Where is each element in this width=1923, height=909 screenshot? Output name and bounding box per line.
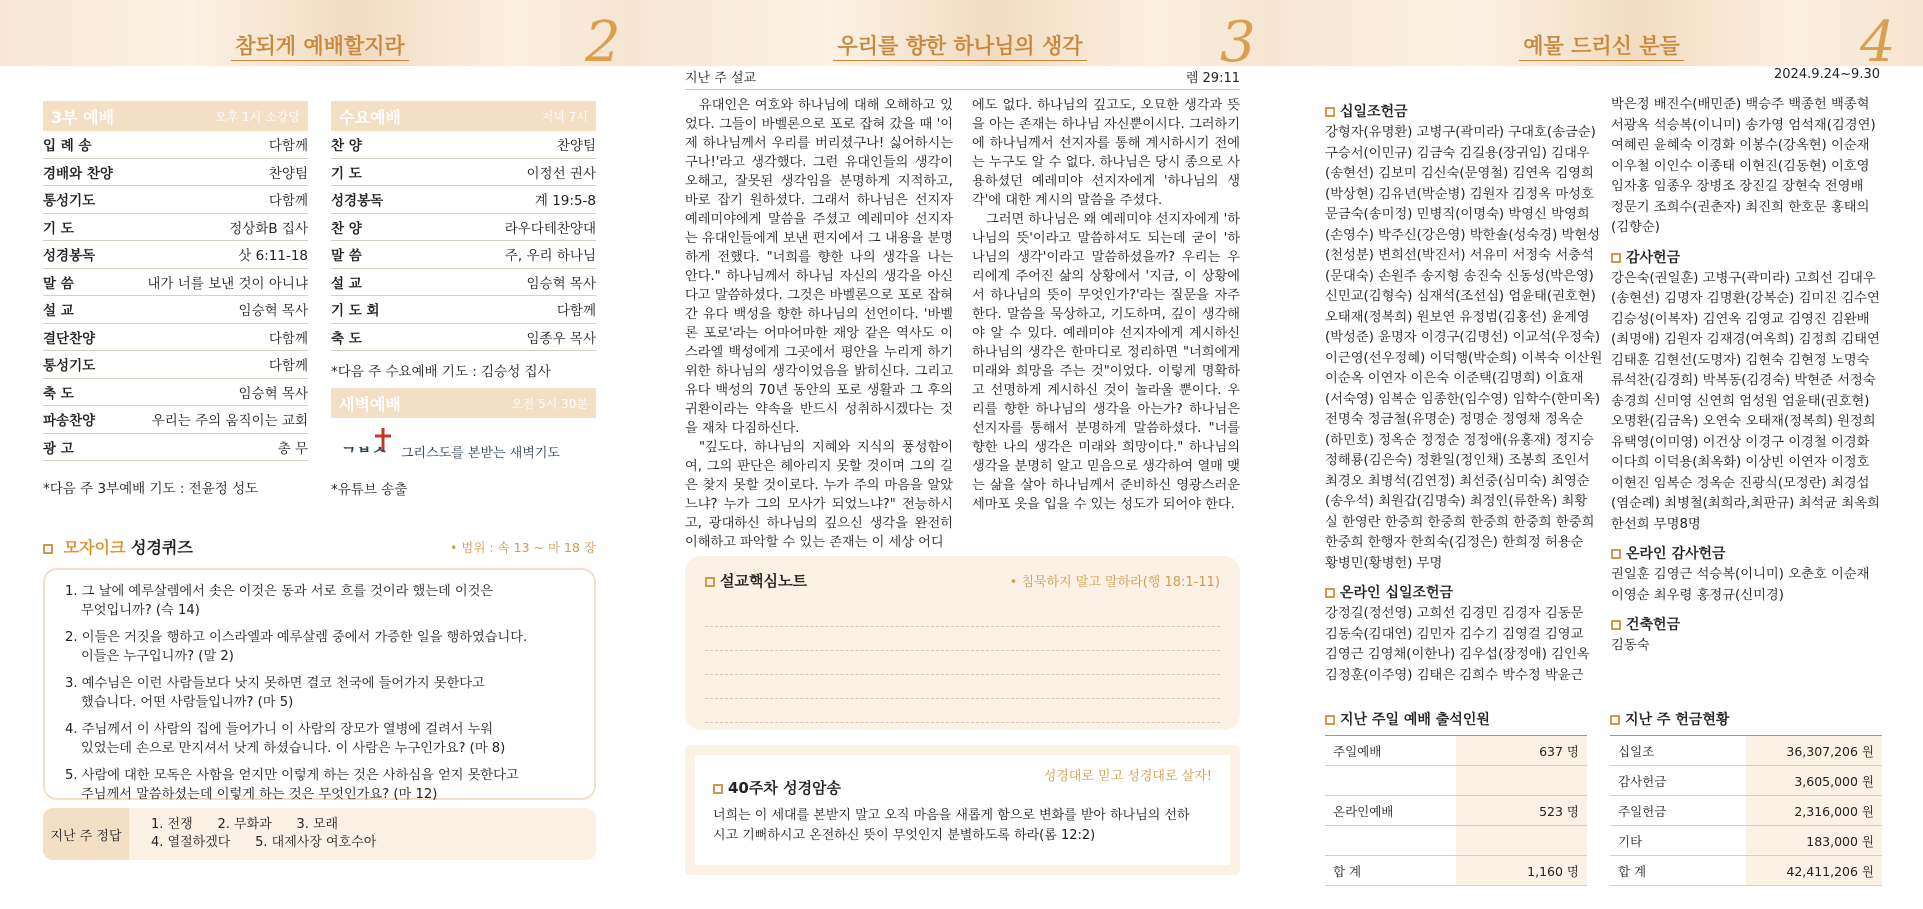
dawn-time: 오전 5시 30분	[511, 396, 588, 411]
quiz-item	[65, 582, 576, 620]
worship3-title: 3부 예배	[51, 107, 115, 127]
table-row	[1610, 796, 1882, 826]
wednesday-box	[331, 101, 596, 498]
offering-section	[1611, 95, 1883, 239]
sermon-header	[685, 67, 1240, 90]
offering-names-line: 황병민(황병헌) 무명	[1325, 555, 1443, 571]
answers-line: 1. 전쟁 2. 무화과 3. 모래	[151, 817, 339, 832]
note-title: 설교핵심노트	[720, 572, 807, 590]
order-label: 찬 양	[331, 138, 362, 155]
order-row	[43, 241, 308, 269]
worship3-note: *다음 주 3부예배 기도 : 전윤정 성도	[43, 481, 259, 497]
square-icon	[43, 544, 53, 554]
order-row	[331, 186, 596, 214]
order-row	[43, 406, 308, 434]
order-row	[331, 296, 596, 324]
offering-names-line: 강형자(유명환) 고병구(곽미라) 구대호(송금순)	[1325, 125, 1596, 140]
square-icon	[1325, 107, 1335, 117]
offering-names-line: 김동숙(김대연) 김민자 김수기 김영걸 김영교	[1325, 626, 1584, 642]
order-row	[43, 434, 308, 462]
quiz-question: 5. 사람에 대한 모독은 사함을 얻지만 이렇게 하는 것은 사하심을 얻지 못한다고	[65, 768, 519, 783]
order-value: 삿 6:11-18	[238, 248, 308, 265]
offering-names-line: 한중희 한행자 한희숙(김정은) 한희정 허용순	[1325, 535, 1584, 550]
offering-list-right	[1611, 95, 1883, 665]
page-title: 우리를 향한 하나님의 생각	[640, 30, 1280, 60]
offering-names-line: 여혜린 윤혜숙 이경화 이봉수(강옥현) 이순재	[1611, 138, 1870, 153]
table-row	[1610, 736, 1882, 766]
table-row	[1610, 826, 1882, 856]
wednesday-title: 수요예배	[339, 107, 401, 127]
quiz-section	[43, 535, 596, 860]
offering-section-title: 감사헌금	[1626, 249, 1681, 266]
sermon-paragraph: 유대인은 여호와 하나님에 대해 오해하고 있었다. 그들이 바벨론으로 포로 잡혀 갔을 때 '이제 하나님께서 우리를 버리셨구나! 싫어하시는구나!'라고 생각했다. 그런 유대인들의 생각이 오해고, 잘못된 생각임을 분명하게 지적하고, 바로 잡기 원하셨다. 그래서 하나님은 선지자 예레미야에게 말씀을 주셨고 예레미야 선지자는 유대인들에게 보낸 편지에서 그 내용을 분명하게 전했다. "너희를 향한 나의 생각을 나는 안다." 하나님께서 하나님 자신의 생각을 아신다고 말씀하셨다. 그것은 바벨론으로 포로 잡혀간 유다 백성을 향한 하나님의 선언이다. '바벨론 포로'라는 어마어마한 재앙 같은 역사도 이스라엘 백성에게 그곳에서 평안을 누리게 하기 위한 하나님의 생각이었음을 밝히신다. 그리고 유다 백성의 70년 동안의 포로 생활과 그 후의 귀환이라는 약속을 반드시 성취하시겠다는 것을 재차 다짐하신다.	[685, 98, 953, 436]
order-value: 다함께	[268, 330, 308, 347]
offering-section	[1611, 614, 1883, 657]
table-row	[1325, 796, 1587, 826]
offering-section-title: 온라인 십일조헌금	[1340, 585, 1454, 601]
offering-names-line: 이근영(선우정혜) 이덕행(박순희) 이복숙 이산원	[1325, 350, 1603, 366]
order-value: 다함께	[268, 138, 308, 155]
worship3-header	[43, 101, 308, 131]
order-label: 기 도 회	[331, 303, 380, 320]
sermon-ref: 렘 29:11	[1185, 71, 1240, 86]
order-label: 성경봉독	[43, 248, 96, 265]
wednesday-note: *다음 주 수요예배 기도 : 김승성 집사	[331, 364, 551, 380]
order-label: 기 도	[43, 220, 74, 237]
answers-line: 4. 열절하겠다 5. 대제사장 여호수아	[151, 835, 377, 850]
attendance-table	[1325, 703, 1587, 886]
order-label: 성경봉독	[331, 193, 384, 210]
square-icon	[1325, 715, 1335, 725]
offering-names-line: 서광옥 석승복(이니미) 송가영 엄석재(김경연)	[1611, 117, 1876, 133]
offering-names-line: 권일훈 김영근 석승복(이니미) 오춘호 이순재	[1611, 567, 1870, 582]
sermon-text-left	[685, 96, 953, 552]
table-row	[1610, 766, 1882, 796]
order-label: 설 교	[43, 303, 74, 320]
order-label: 입 례 송	[43, 138, 92, 155]
offering-names-line: (박상현) 김유년(박순병) 김원자 김정옥 마성호	[1325, 186, 1594, 202]
order-value: 다함께	[268, 193, 308, 210]
offering-section	[1325, 582, 1595, 686]
offering-list-left	[1325, 95, 1603, 694]
table-value: 1,160 명	[1527, 863, 1579, 879]
order-value: 계 19:5-8	[534, 193, 596, 210]
order-row	[331, 269, 596, 297]
table-value: 42,411,206 원	[1786, 863, 1874, 879]
offering-names-line: 이순옥 이연자 이은숙 이준택(김명희) 이효재	[1325, 371, 1584, 386]
sermon-note-box	[685, 556, 1240, 730]
quiz-question: 3. 예수님은 이런 사람들보다 낫지 못하면 결코 천국에 들어가지 못한다고	[65, 676, 485, 691]
order-value: 내가 너를 보낸 것이 아니냐	[147, 275, 308, 292]
square-icon	[1610, 715, 1620, 725]
page-title: 참되게 예배할지라	[0, 30, 640, 60]
order-value: 우리는 주의 움직이는 교회	[151, 413, 308, 430]
square-icon	[1611, 620, 1621, 630]
table-value: 523 명	[1539, 803, 1579, 819]
offering-names-line: 강정길(정선영) 고희선 김경민 김경자 김동문	[1325, 606, 1584, 621]
order-value: 다함께	[268, 358, 308, 375]
quiz-list	[65, 582, 576, 804]
square-icon	[1325, 588, 1335, 598]
sermon-text-right	[972, 96, 1240, 514]
order-value: 총 무	[277, 440, 308, 457]
table-row	[1610, 856, 1882, 886]
offering-names-line: 전명숙 정금철(유명순) 정명순 정영채 정옥순	[1325, 412, 1584, 427]
order-row	[331, 324, 596, 352]
order-row	[331, 131, 596, 159]
offering-names-line: 김승성(이복자) 김연옥 김영교 김영진 김완배	[1611, 311, 1870, 327]
page-number: 3	[1220, 10, 1256, 75]
order-value: 임승혁 목사	[238, 385, 308, 402]
order-label: 말 씀	[43, 275, 74, 292]
square-icon	[1611, 253, 1621, 263]
offering-names-line: 오명환(김금옥) 오연숙 오태재(정복희) 원정희	[1611, 414, 1876, 429]
offering-names-line: (하민호) 정옥순 정정순 정정애(유홍재) 정지승	[1325, 432, 1594, 448]
header-banner	[640, 0, 1280, 75]
offering-section-title: 온라인 감사헌금	[1626, 546, 1726, 562]
memo-slogan: 성경대로 믿고 성경대로 살자!	[1043, 769, 1212, 784]
offering-section	[1611, 543, 1883, 606]
order-row	[43, 324, 308, 352]
order-value: 다함께	[556, 303, 596, 320]
order-value: 라우다테찬양대	[504, 220, 596, 237]
offering-names-line: 오태재(정복희) 원보연 유정범(김홍선) 윤계영	[1325, 309, 1590, 325]
order-value: 임종우 목사	[526, 330, 596, 347]
order-value: 임승혁 목사	[238, 303, 308, 320]
square-icon	[713, 784, 723, 794]
page-2	[0, 0, 640, 909]
offering-names-line: 송경희 신미영 신연희 엄성원 엄윤태(권호현)	[1611, 393, 1870, 409]
table-label: 십일조	[1618, 743, 1655, 759]
order-row	[43, 379, 308, 407]
order-row	[331, 214, 596, 242]
answer-label: 지난 주 정답	[43, 808, 129, 860]
order-row	[43, 214, 308, 242]
quiz-range: • 범위 : 속 13 ~ 마 18 장	[449, 539, 596, 555]
table-label: 주일예배	[1333, 743, 1382, 759]
order-value: 임승혁 목사	[526, 275, 596, 292]
page-title: 예물 드리신 분들	[1280, 30, 1923, 60]
finance-title: 지난 주 헌금현황	[1625, 712, 1730, 728]
attendance-title: 지난 주일 예배 출석인원	[1340, 712, 1490, 728]
offering-section-title: 건축헌금	[1626, 617, 1681, 633]
order-label: 설 교	[331, 275, 362, 292]
table-row	[1325, 736, 1587, 766]
offering-names-line: 한선희 무명8명	[1611, 516, 1701, 532]
table-row	[1325, 826, 1587, 856]
table-value: 183,000 원	[1806, 833, 1874, 849]
offering-names-line: 류석찬(김경희) 박복동(김경숙) 박현준 서정숙	[1611, 373, 1876, 388]
quiz-question-cont: 주님께서 말씀하셨는데 이렇게 하는 것은 무엇인가요? (마 12)	[81, 787, 438, 802]
offering-names-line: (문대숙) 손원주 송지형 송진숙 신동성(박은영)	[1325, 268, 1594, 284]
offering-names-line: (염순례) 최병철(최희라,최판규) 최석균 최옥희	[1611, 496, 1880, 511]
table-label: 온라인예배	[1333, 803, 1394, 819]
quiz-question: 2. 이들은 거짓을 행하고 이스라엘과 예루살렘 중에서 가증한 일을 행하였습니다.	[65, 630, 528, 645]
table-value: 637 명	[1539, 743, 1579, 759]
offering-names-line: 정해룡(김은숙) 정환일(정인채) 조봉희 조인서	[1325, 453, 1590, 468]
offering-section-title: 십일조헌금	[1340, 104, 1408, 120]
offering-names-line: 임자홍 임종우 장병조 장진길 장현숙 전영배	[1611, 179, 1864, 194]
order-row	[43, 296, 308, 324]
order-value: 주, 우리 하나님	[504, 248, 596, 265]
quiz-question: 1. 그 날에 예루살렘에서 솟은 이것은 동과 서로 흐를 것이라 했는데 이것은	[65, 584, 494, 599]
header-banner	[0, 0, 640, 75]
cross-logo-icon	[339, 426, 399, 466]
page-number: 2	[585, 10, 621, 75]
dawn-header	[331, 388, 596, 418]
table-label: 합 계	[1333, 863, 1362, 879]
offering-date: 2024.9.24~9.30	[1774, 67, 1880, 82]
quiz-title-accent: 모자이크	[63, 538, 126, 557]
table-value: 2,316,000 원	[1794, 803, 1874, 819]
dawn-slogan: 그리스도를 본받는 새벽기도	[401, 446, 560, 461]
memo-verse-line: 너희는 이 세대를 본받지 말고 오직 마음을 새롭게 함으로 변화를 받아 하나님의 선하	[713, 808, 1190, 823]
offering-section	[1611, 247, 1883, 536]
sermon-label: 지난 주 설교	[685, 71, 757, 86]
quiz-item	[65, 674, 576, 712]
offering-names-line: 정문기 조희수(권춘자) 최진희 한호문 홍태의	[1611, 199, 1870, 215]
note-sub: • 침묵하지 말고 말하라(행 18:1-11)	[1009, 575, 1220, 590]
memory-verse-box	[685, 745, 1240, 875]
order-row	[331, 159, 596, 187]
quiz-header	[43, 535, 596, 558]
page-4	[1280, 0, 1923, 909]
table-label: 감사헌금	[1618, 773, 1667, 789]
order-row	[43, 351, 308, 379]
dawn-title: 새벽예배	[339, 394, 401, 414]
order-label: 찬 양	[331, 220, 362, 237]
offering-names-line: (박성준) 윤명자 이경구(김명선) 이교석(우정숙)	[1325, 330, 1601, 345]
offering-names-line: 실 한영란 한중희 한중희 한중희 한중희 한중희	[1325, 514, 1595, 530]
table-value: 36,307,206 원	[1786, 743, 1874, 759]
order-row	[331, 241, 596, 269]
offering-names-line: (송우석) 최원갑(김명숙) 최정인(류한옥) 최황	[1325, 494, 1588, 509]
offering-names-line: 김동숙	[1611, 638, 1650, 653]
sermon-paragraph: 그러면 하나님은 왜 예레미야 선지자에게 '하나님의 뜻'이라고 말씀하셔도 되는데 굳이 '하나님의 생각'이라고 말씀하셨을까? 우리는 우리에게 주어진 삶의 상황에서 '지금, 이 상황에서 하나님의 뜻이 무엇인가?'라는 질문을 자주 한다. 말씀을 묵상하고, 기도하며, 깊이 생각해야 알 수 있다. 예레미야 선지자에게 계시하신 하나님의 생각은 한마디로 정리하면 "너희에게 미래와 희망을 주는 것"이었다. 이렇게 명확하고 선명하게 계시하신 것이 놀라울 뿐이다. 우리를 향한 하나님의 생각을 아는가? 하나님은 선지자를 통해서 분명하게 말씀하셨다. "너를 향한 나의 생각은 미래와 희망이다." 하나님의 생각을 분명히 알고 믿음으로 생각하여 열매 맺는 삶을 살아 하나님께서 준비하신 영광스러운 세마포 옷을 입을 수 있는 성도가 되어야 한다.	[972, 212, 1240, 512]
quiz-item	[65, 720, 576, 758]
page-3	[640, 0, 1280, 909]
svg-text:ᄀᄇᄉ: ᄀᄇᄉ	[341, 445, 388, 464]
offering-names-line: (최명애) 김원자 김재경(여옥희) 김정희 김태연	[1611, 332, 1880, 347]
order-row	[43, 159, 308, 187]
page-number: 4	[1860, 10, 1896, 75]
order-row	[43, 131, 308, 159]
offering-names-line: (송현선) 김보미 김신숙(문영철) 김연옥 김영희	[1325, 166, 1594, 181]
offering-section	[1325, 101, 1603, 574]
table-row	[1325, 766, 1587, 796]
order-value: 찬양팀	[556, 138, 596, 155]
order-value: 이정선 권사	[526, 165, 596, 182]
quiz-question-cont: 무엇입니까? (슥 14)	[81, 603, 200, 618]
dawn-note: *유튜브 송출	[331, 482, 408, 498]
offering-names-line: 신민교(김형숙) 심재석(조선심) 엄윤태(권호현)	[1325, 289, 1596, 304]
offering-names-line: 김영근 김영채(이한나) 김우섭(장정애) 김인옥	[1325, 647, 1590, 662]
order-label: 파송찬양	[43, 413, 96, 430]
offering-names-line: 이우철 이인수 이종태 이현진(김동현) 이호영	[1611, 158, 1870, 174]
offering-names-line: 문금숙(송미정) 민병직(이명숙) 박영신 박영희	[1325, 207, 1590, 222]
finance-table	[1610, 703, 1882, 886]
note-lines	[705, 603, 1220, 723]
offering-names-line: 이영순 최우령 홍정규(신미경)	[1611, 587, 1784, 603]
quiz-item	[65, 628, 576, 666]
offering-names-line: (손영수) 박주신(강은영) 박한솔(성숙경) 박현성	[1325, 227, 1601, 243]
offering-names-line: 이현진 임복순 정옥순 진광식(모정란) 최경섭	[1611, 475, 1870, 491]
wednesday-time: 저녁 7시	[541, 109, 588, 124]
offering-names-line: 최경오 최병석(김연정) 최선중(심미숙) 최영순	[1325, 473, 1590, 489]
square-icon	[1611, 549, 1621, 559]
worship3-box	[43, 101, 308, 497]
sermon-paragraph: "깊도다. 하나님의 지혜와 지식의 풍성함이여, 그의 판단은 헤아리지 못할 것이며 그의 길은 찾지 못할 것이로다. 누가 주의 마음을 알았느냐? 누가 그의 모사가 되었느냐?" 전능하시고, 광대하신 하나님의 깊으신 생각을 완전히 이해하고 파악할 수 있는 존재는 이 세상 어디	[685, 440, 953, 550]
table-row	[1325, 856, 1587, 886]
order-label: 광 고	[43, 440, 74, 457]
worship3-time: 오후 1시 소강당	[215, 109, 300, 124]
order-label: 기 도	[331, 165, 362, 182]
quiz-question-cont: 이들은 누구입니까? (말 2)	[81, 649, 234, 664]
quiz-box	[43, 568, 596, 800]
sermon-paragraph: 에도 없다. 하나님의 깊고도, 오묘한 생각과 뜻을 아는 존재는 하나님 자신뿐이시다. 그러하기에 하나님께서 선지자를 통해 계시하시기 전에는 누구도 알 수 없다. 하나님은 당시 종으로 사용하셨던 예레미야 선지자에게 '하나님의 생각'에 대한 계시의 말씀을 주셨다.	[972, 98, 1240, 208]
offering-names-line: 김정훈(이주영) 김태은 김희수 박수정 박윤근	[1325, 667, 1584, 683]
order-label: 축 도	[43, 385, 74, 402]
wednesday-order	[331, 131, 596, 351]
order-label: 말 씀	[331, 248, 362, 265]
offering-names-line: 박은정 배진수(배민준) 백승주 백종헌 백종혁	[1611, 97, 1870, 112]
table-value: 3,605,000 원	[1794, 773, 1874, 789]
offering-names-line: (김향순)	[1611, 220, 1660, 235]
order-value: 정상화B 집사	[229, 220, 308, 237]
offering-names-line: (천성분) 변희선(박진서) 서유미 서정숙 서충석	[1325, 248, 1594, 263]
quiz-item	[65, 766, 576, 804]
offering-names-line: 강은숙(권일훈) 고병구(곽미라) 고희선 김대우	[1611, 270, 1876, 286]
answer-box	[43, 808, 596, 860]
quiz-question: 4. 주님께서 이 사람의 집에 들어가니 이 사람의 장모가 열병에 걸려서 누워	[65, 722, 494, 737]
memo-title: 40주차 성경암송	[728, 779, 842, 797]
table-label: 주일헌금	[1618, 803, 1667, 819]
offering-names-line: 김태훈 김현선(도명자) 김현숙 김현정 노명숙	[1611, 352, 1870, 368]
offering-names-line: 구승서(이민규) 김금숙 김길용(장귀임) 김대우	[1325, 145, 1590, 161]
order-row	[43, 269, 308, 297]
wednesday-header	[331, 101, 596, 131]
offering-names-line: 이다희 이덕용(최옥화) 이상빈 이연자 이정호	[1611, 455, 1870, 470]
dawn-logo	[331, 418, 596, 470]
offering-names-line: (송현선) 김명자 김명환(강복순) 김미진 김수연	[1611, 291, 1880, 306]
offering-names-line: 유택영(이미영) 이건상 이경구 이경철 이경화	[1611, 434, 1870, 450]
square-icon	[705, 577, 715, 587]
order-label: 경배와 찬양	[43, 165, 113, 182]
table-label: 합 계	[1618, 863, 1647, 879]
offering-names-line: (서숙영) 임복순 임종한(임수영) 임학수(한미옥)	[1325, 391, 1601, 407]
worship3-order	[43, 131, 308, 461]
order-row	[43, 186, 308, 214]
order-value: 찬양팀	[268, 165, 308, 182]
memo-verse-line: 시고 기뻐하시고 온전하신 뜻이 무엇인지 분별하도록 하라(롬 12:2)	[713, 828, 1096, 843]
order-label: 결단찬양	[43, 330, 96, 347]
order-label: 통성기도	[43, 358, 96, 375]
order-label: 통성기도	[43, 193, 96, 210]
order-label: 축 도	[331, 330, 362, 347]
quiz-question-cont: 했습니다. 어떤 사람들입니까? (마 5)	[81, 695, 294, 710]
quiz-title: 성경퀴즈	[130, 538, 193, 557]
table-label: 기타	[1618, 833, 1643, 849]
quiz-question-cont: 있었는데 손으로 만지셔서 낫게 하셨습니다. 이 사람은 누구인가요? (마 8)	[81, 741, 506, 756]
